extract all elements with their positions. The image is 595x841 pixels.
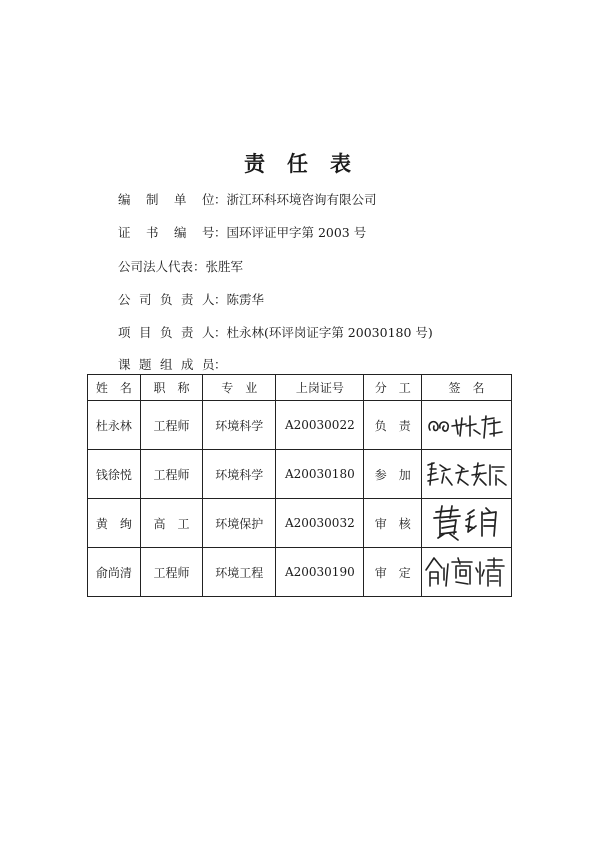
table-header-row xyxy=(88,375,512,401)
cell-role: 参 加 xyxy=(364,450,422,499)
cell-major: 环境科学 xyxy=(203,450,276,499)
header-name: 姓 名 xyxy=(88,375,141,401)
cell-major: 环境保护 xyxy=(203,499,276,548)
cell-role: 负 责 xyxy=(364,401,422,450)
cell-cert: A20030190 xyxy=(276,548,364,597)
header-title: 职 称 xyxy=(140,375,202,401)
field-value: 国环评证甲字第 2003 号 xyxy=(226,225,367,240)
cell-major: 环境科学 xyxy=(203,401,276,450)
field-value: 浙江环科环境咨询有限公司 xyxy=(226,192,377,207)
header-cert: 上岗证号 xyxy=(276,375,364,401)
document-title xyxy=(0,148,595,178)
title-char: 责 xyxy=(244,151,265,176)
field-team-members: 课 题 组 成 员： xyxy=(118,357,227,372)
field-compiler: 编 制 单 位：浙江环科环境咨询有限公司 xyxy=(118,192,377,207)
cell-title: 工程师 xyxy=(140,548,202,597)
cell-major: 环境工程 xyxy=(203,548,276,597)
signature-cell xyxy=(422,548,512,597)
table-row xyxy=(88,499,512,548)
handwritten-signature xyxy=(424,504,510,542)
cell-name: 钱徐悦 xyxy=(88,450,141,499)
header-role: 分 工 xyxy=(364,375,422,401)
table-row xyxy=(88,450,512,499)
team-table xyxy=(87,374,512,597)
field-company-head: 公 司 负 责 人：陈雳华 xyxy=(118,292,264,307)
cell-name: 俞尚清 xyxy=(88,548,141,597)
cell-role: 审 核 xyxy=(364,499,422,548)
cell-title: 高 工 xyxy=(140,499,202,548)
field-value: 张胜军 xyxy=(205,259,244,274)
field-project-head: 项 目 负 责 人：杜永林(环评岗证字第 20030180 号) xyxy=(118,325,433,340)
header-major: 专 业 xyxy=(203,375,276,401)
field-certificate: 证 书 编 号：国环评证甲字第 2003 号 xyxy=(118,225,367,240)
cell-cert: A20030022 xyxy=(276,401,364,450)
handwritten-signature xyxy=(424,457,510,491)
signature-cell xyxy=(422,401,512,450)
field-value: 杜永林(环评岗证字第 20030180 号) xyxy=(226,325,433,340)
cell-name: 杜永林 xyxy=(88,401,141,450)
field-legal-rep: 公司法人代表：张胜军 xyxy=(118,259,244,274)
signature-cell xyxy=(422,450,512,499)
title-char: 表 xyxy=(330,151,351,176)
cell-role: 审 定 xyxy=(364,548,422,597)
cell-title: 工程师 xyxy=(140,401,202,450)
title-char: 任 xyxy=(287,151,308,176)
table-row xyxy=(88,548,512,597)
field-value: 陈雳华 xyxy=(226,292,264,307)
signature-cell xyxy=(422,499,512,548)
table-row xyxy=(88,401,512,450)
header-signature: 签 名 xyxy=(422,375,512,401)
handwritten-signature xyxy=(424,408,510,442)
cell-cert: A20030180 xyxy=(276,450,364,499)
cell-cert: A20030032 xyxy=(276,499,364,548)
cell-title: 工程师 xyxy=(140,450,202,499)
handwritten-signature xyxy=(424,554,510,590)
cell-name: 黄 绚 xyxy=(88,499,141,548)
